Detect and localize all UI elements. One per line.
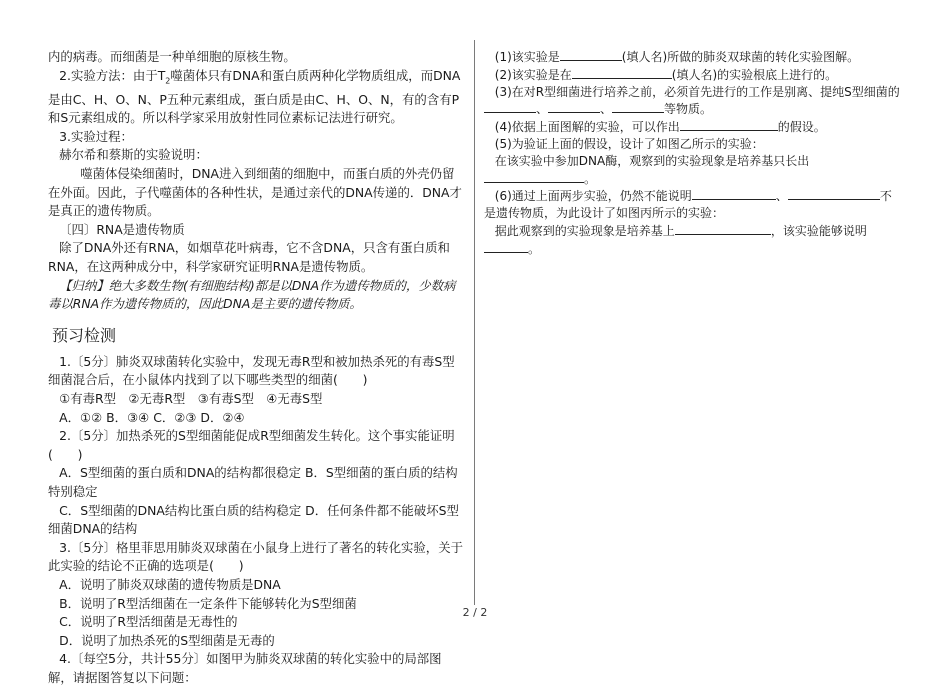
answer-blank[interactable]	[675, 222, 771, 235]
text: (6)通过上面两步实验，仍然不能说明	[494, 189, 692, 204]
paragraph: 噬菌体侵染细菌时，DNA进入到细菌的细胞中，而蛋白质的外壳仍留在外面。因此，子代噬菌体的各种性状，是通过亲代的DNA传递的．DNA才是真正的遗传物质。	[48, 166, 462, 219]
text: 。	[528, 241, 541, 256]
text: (4)依据上面图解的实验，可以作出	[494, 120, 680, 135]
text: 2.实验方法：由于T	[59, 67, 166, 83]
text: (3)在对R型细菌进行培养之前，必须首先进行的工作是别离、提纯S型细菌的	[494, 84, 900, 99]
text: 不是遗传物质，为此设计了如图丙所示的实验：	[484, 189, 892, 221]
question-3-option-a: A．说明了肺炎双球菌的遗传物质是DNA	[59, 576, 281, 592]
right-column	[484, 48, 902, 258]
question-1: 1.〔5分〕肺炎双球菌转化实验中，发现无毒R型和被加热杀死的有毒S型细菌混合后，在小鼠体内找到了以下哪些类型的细菌( )	[48, 353, 455, 388]
text: 噬菌体只有DNA和蛋白质两种化学物质组成，而DNA是由C、H、O、N、P五种元素组成，蛋白质是由C、H、O、N，有的含有P和S元素组成的。所以科学家采用放射性同位素标记法进行研究。	[48, 67, 461, 126]
paragraph: 内的病毒。而细菌是一种单细胞的原核生物。	[48, 49, 296, 64]
sub-question-3	[484, 84, 902, 119]
answer-blank[interactable]	[572, 66, 672, 79]
section-title: 预习检测	[52, 325, 117, 345]
sub-question-5-detail	[484, 153, 902, 188]
answer-blank[interactable]	[548, 100, 600, 113]
text: 等物质。	[664, 102, 713, 117]
text: (填人名)的实验根底上进行的。	[671, 67, 838, 82]
text: 的假设。	[777, 120, 826, 135]
text: 据此观察到的实验现象是培养基上	[494, 223, 675, 238]
paragraph: 3.实验过程：	[59, 128, 133, 144]
question-4: 4.〔每空5分，共计55分〕如图甲为肺炎双球菌的转化实验中的局部图解，请据图答复以下问题：	[48, 651, 442, 685]
answer-blank[interactable]	[680, 118, 778, 131]
answer-blank[interactable]	[560, 48, 622, 61]
left-column	[48, 48, 464, 687]
answer-blank[interactable]	[692, 187, 776, 200]
text: (2)该实验是在	[494, 67, 572, 82]
answer-blank[interactable]	[484, 170, 584, 183]
text: (1)该实验是	[494, 50, 560, 64]
answer-blank[interactable]	[612, 100, 664, 113]
question-3-option-b: B．说明了R型活细菌在一定条件下能够转化为S型细菌	[59, 595, 357, 611]
sub-question-6	[484, 187, 902, 222]
paragraph: 除了DNA外还有RNA，如烟草花叶病毒，它不含DNA，只含有蛋白质和RNA，在这两种成分中，科学家研究证明RNA是遗传物质。	[48, 240, 450, 274]
text: 在该实验中参加DNA酶，观察到的实验现象是培养基只长出	[494, 153, 810, 168]
question-2-options-ab: A．S型细菌的蛋白质和DNA的结构都很稳定 B．S型细菌的蛋白质的结构特别稳定	[48, 465, 458, 499]
sub-question-4	[484, 118, 902, 136]
sub-question-1	[484, 48, 902, 66]
sub-question-2	[484, 66, 902, 84]
question-2-options-cd: C．S型细菌的DNA结构比蛋白质的结构稳定 D．任何条件都不能破坏S型细菌DNA的结构	[48, 502, 459, 537]
text: ，该实验能够说明	[770, 223, 867, 238]
answer-blank[interactable]	[484, 240, 528, 253]
summary-paragraph: 【归纳】绝大多数生物(有细胞结构)都是以DNA作为遗传物质的，少数病毒以RNA作为遗传物质的，因此DNA是主要的遗传物质。	[48, 277, 456, 312]
column-divider	[474, 40, 475, 605]
question-2: 2.〔5分〕加热杀死的S型细菌能促成R型细菌发生转化。这个事实能证明( )	[48, 428, 455, 462]
sub-question-6-detail	[484, 222, 902, 258]
page-number: 2 / 2	[462, 606, 488, 619]
text: 、	[536, 102, 549, 117]
paragraph: 赫尔希和蔡斯的实验说明：	[59, 147, 208, 163]
answer-blank[interactable]	[484, 100, 536, 113]
text: 。	[584, 171, 597, 186]
question-1-options: A．①② B．③④ C．②③ D．②④	[59, 409, 245, 425]
question-1-items: ①有毒R型 ②无毒R型 ③有毒S型 ④无毒S型	[59, 390, 323, 406]
sub-question-5: (5)为验证上面的假设，设计了如图乙所示的实验：	[494, 136, 764, 151]
question-3-option-d: D．说明了加热杀死的S型细菌是无毒的	[59, 632, 275, 648]
answer-blank[interactable]	[788, 187, 880, 200]
question-3-option-c: C．说明了R型活细菌是无毒性的	[59, 614, 238, 630]
question-3: 3.〔5分〕格里菲思用肺炎双球菌在小鼠身上进行了著名的转化实验，关于此实验的结论不正确的选项是( )	[48, 539, 463, 574]
subheading: 〔四〕RNA是遗传物质	[59, 221, 185, 237]
text: 、	[775, 189, 788, 204]
method-paragraph	[48, 67, 464, 128]
text: (填人名)所做的肺炎双球菌的转化实验图解。	[621, 50, 860, 64]
subscript: 2	[165, 76, 171, 86]
text: 、	[600, 102, 613, 117]
